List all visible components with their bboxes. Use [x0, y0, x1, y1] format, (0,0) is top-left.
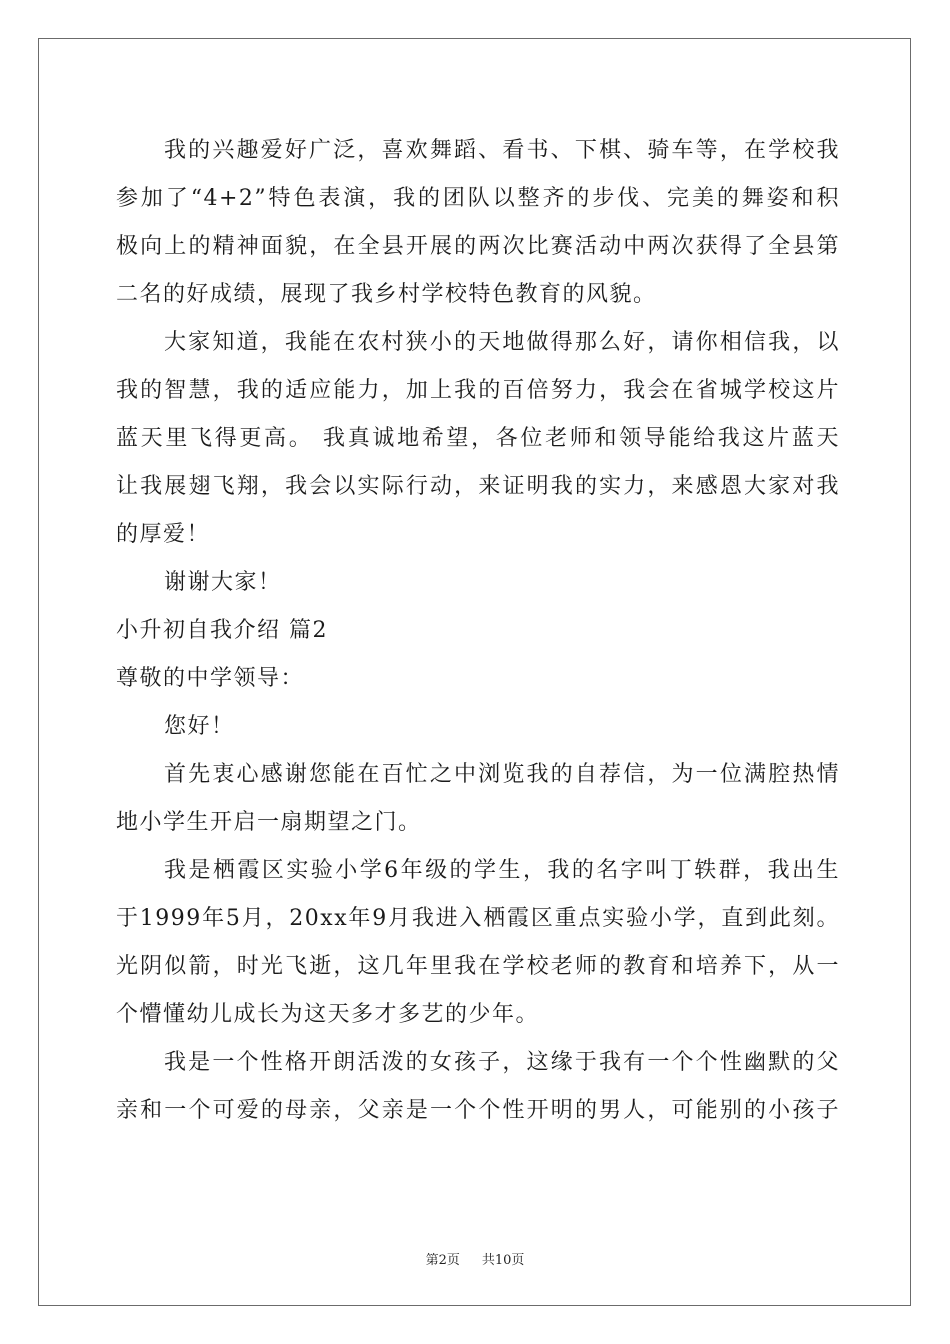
- document-body: [116, 131, 840, 1139]
- text-line: 尊敬的中学领导：: [116, 666, 305, 691]
- text-line: 光阴似箭，时光飞逝，这几年里我在学校老师的教育和培养下，从一: [116, 954, 840, 979]
- text-line: 极向上的精神面貌，在全县开展的两次比赛活动中两次获得了全县第: [116, 234, 840, 259]
- text-line: 二名的好成绩，展现了我乡村学校特色教育的风貌。: [116, 282, 657, 307]
- text-line: 让我展翅飞翔，我会以实际行动，来证明我的实力，来感恩大家对我: [116, 474, 840, 499]
- text-line: 我是一个性格开朗活泼的女孩子，这缘于我有一个个性幽默的父: [164, 1050, 840, 1075]
- text-line: 蓝天里飞得更高。 我真诚地希望，各位老师和领导能给我这片蓝天: [116, 426, 840, 451]
- text-line: 谢谢大家！: [164, 570, 282, 595]
- text-line: 您好！: [164, 714, 235, 739]
- text-line: 小升初自我介绍 篇2: [116, 618, 328, 643]
- text-line: 个懵懂幼儿成长为这天多才多艺的少年。: [116, 1002, 540, 1027]
- text-line: 的厚爱！: [116, 522, 211, 547]
- text-line: 亲和一个可爱的母亲，父亲是一个个性开明的男人，可能别的小孩子: [116, 1098, 840, 1123]
- page-footer: [0, 1249, 950, 1268]
- text-line: 我是栖霞区实验小学6年级的学生，我的名字叫丁轶群，我出生: [164, 858, 840, 883]
- text-line: 于1999年5月，20xx年9月我进入栖霞区重点实验小学，直到此刻。: [116, 906, 840, 931]
- text-line: 我的兴趣爱好广泛，喜欢舞蹈、看书、下棋、骑车等，在学校我: [164, 138, 840, 163]
- page-number: 第2页: [425, 1253, 460, 1268]
- text-line: 大家知道，我能在农村狭小的天地做得那么好，请你相信我，以: [164, 330, 840, 355]
- text-line: 参加了“4+2”特色表演，我的团队以整齐的步伐、完美的舞姿和积: [116, 186, 840, 211]
- page-total: 共10页: [481, 1253, 525, 1268]
- text-line: 地小学生开启一扇期望之门。: [116, 810, 422, 835]
- text-line: 我的智慧，我的适应能力，加上我的百倍努力，我会在省城学校这片: [116, 378, 840, 403]
- text-line: 首先衷心感谢您能在百忙之中浏览我的自荐信，为一位满腔热情: [164, 762, 840, 787]
